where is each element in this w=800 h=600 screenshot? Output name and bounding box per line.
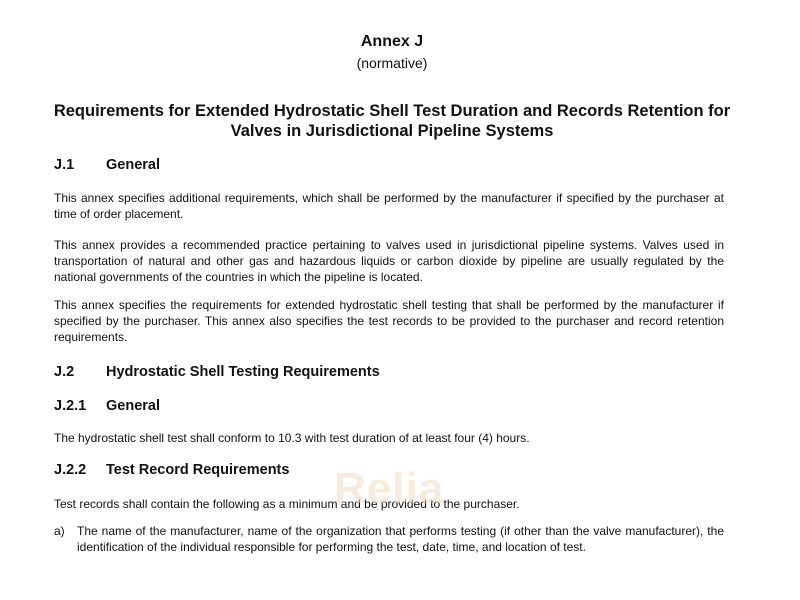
section-title: General bbox=[106, 157, 160, 173]
section-number: J.2.1 bbox=[54, 398, 87, 414]
document-title: Requirements for Extended Hydrostatic Shell Test Duration and Records Retention for Valves in Jurisdictional Pipeline Systems bbox=[53, 102, 731, 140]
section-heading-j2-2 bbox=[54, 462, 289, 478]
section-number: J.2.2 bbox=[54, 462, 87, 478]
paragraph: Test records shall contain the following as a minimum and be provided to the purchaser. bbox=[54, 497, 520, 511]
watermark: Relia bbox=[334, 464, 445, 513]
section-title: Hydrostatic Shell Testing Requirements bbox=[106, 364, 380, 380]
list-marker: a) bbox=[54, 524, 65, 538]
section-title: General bbox=[106, 398, 160, 414]
section-heading-j2 bbox=[54, 364, 380, 380]
list-item-text: The name of the manufacturer, name of the organization that performs testing (if other than the valve manufacturer), the identification of the individual responsible for performing the test, date, time, and location of test. bbox=[77, 524, 724, 554]
section-title: Test Record Requirements bbox=[106, 462, 290, 478]
paragraph: This annex specifies additional requirements, which shall be performed by the manufacturer if specified by the purchaser at time of order placement. bbox=[54, 191, 724, 221]
paragraph: The hydrostatic shell test shall conform to 10.3 with test duration of at least four (4) hours. bbox=[54, 431, 530, 445]
paragraph: This annex specifies the requirements for extended hydrostatic shell testing that shall be performed by the manufacturer if specified by the purchaser. This annex also specifies the test records to be provided to the purchaser and record retention requirements. bbox=[54, 298, 724, 344]
paragraph: This annex provides a recommended practice pertaining to valves used in jurisdictional pipeline systems. Valves used in transportation of natural and other gas and hazardous liquids or carbon dioxide by pipeline are usually regulated by the national governments of the countries in which the pipeline is located. bbox=[54, 238, 724, 284]
section-number: J.1 bbox=[54, 157, 75, 173]
section-heading-j1 bbox=[54, 157, 160, 173]
list-item bbox=[54, 523, 724, 555]
section-heading-j2-1 bbox=[54, 398, 160, 414]
annex-title: Annex J bbox=[360, 33, 424, 50]
section-number: J.2 bbox=[54, 364, 75, 380]
annex-subtitle: (normative) bbox=[356, 55, 428, 71]
